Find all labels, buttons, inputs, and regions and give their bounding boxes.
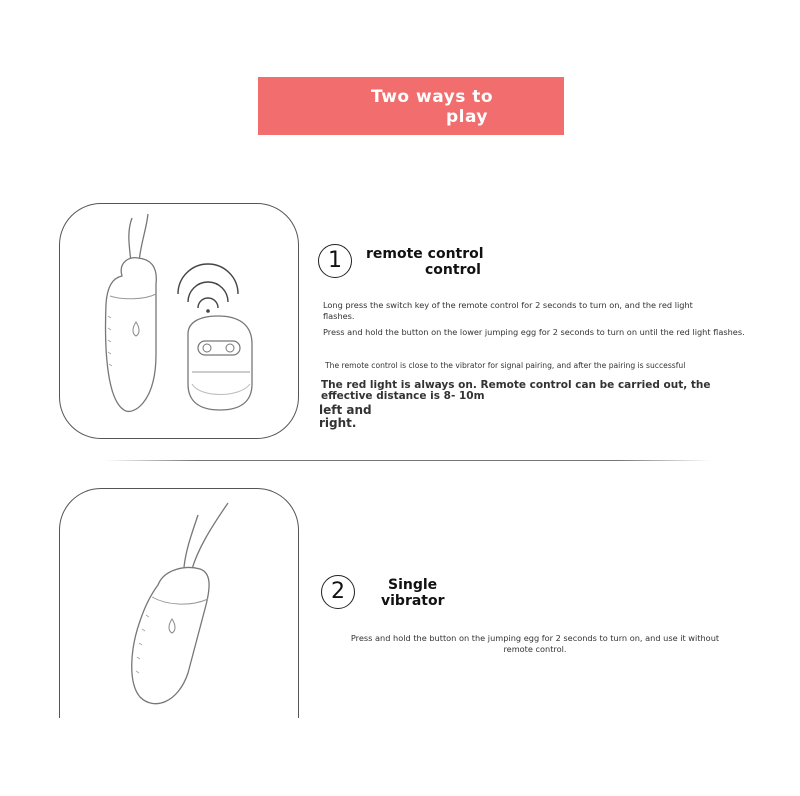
section1-heading-line2: control [425,262,481,278]
section1-text5: left and right. [319,403,372,430]
remote-control-icon [188,316,252,410]
section1-heading-line1: remote control [366,246,484,262]
section-divider [105,460,710,461]
section1-text1: Long press the switch key of the remote control for 2 seconds to turn on, and the red light flashes. [323,300,693,321]
wireless-signal-icon [178,264,238,313]
title-banner [258,77,564,135]
vibrator-egg-icon [106,258,157,412]
section2-heading-line2: vibrator [381,593,445,609]
section1-text3: The remote control is close to the vibrator for signal pairing, and after the pairing is successful [325,361,686,370]
egg-cord-right [192,503,228,569]
single-vibrator-illustration-panel [59,488,299,718]
step-number-1: 1 [318,244,352,278]
section1-text2: Press and hold the button on the lower jumping egg for 2 seconds to turn on until the red light flashes. [323,327,745,337]
remote-control-illustration [60,204,300,440]
remote-control-illustration-panel [59,203,299,439]
banner-title-line2: play [445,107,488,127]
vibrator-egg-icon [132,568,209,704]
section2-heading-line1: Single [388,577,438,593]
section1-text4: The red light is always on. Remote control can be carried out, the effective distance is 8- 10m [321,379,711,402]
banner-title-line1: Two ways to [371,87,494,107]
single-vibrator-illustration [60,489,300,719]
section2-text1: Press and hold the button on the jumping egg for 2 seconds to turn on, and use it without remote control. [350,633,720,654]
step-number-2: 2 [321,575,355,609]
